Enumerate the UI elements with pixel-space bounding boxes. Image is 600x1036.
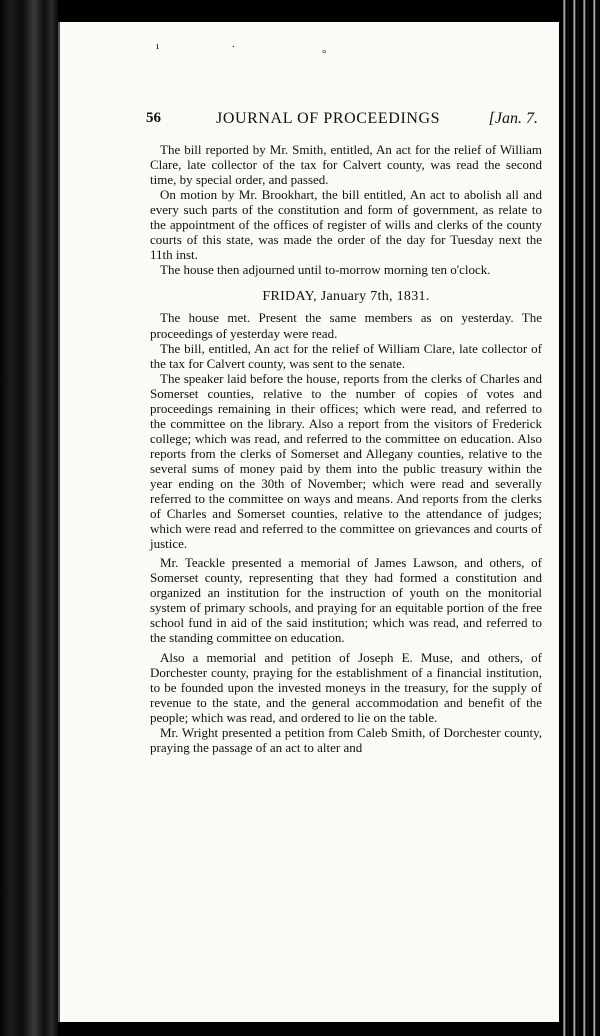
paragraph: The house met. Present the same members as on yesterday. The proceedings of yesterday were read.: [150, 310, 542, 341]
stray-mark: ı: [156, 40, 160, 52]
paragraph: Also a memorial and petition of Joseph E. Muse, and others, of Dorchester county, praying for the establishment of a financial institution, to be founded upon the invested moneys in the treasury, for the supply of revenue to the state, and the general accommodation and benefit of the people; which was read, and ordered to lie on the table.: [150, 649, 542, 725]
paragraph: On motion by Mr. Brookhart, the bill entitled, An act to abolish all and every such parts of the constitution and form of government, as relate to the appointment of the offices of register of wills and clerks of the county courts of this state, was made the order of the day for Tuesday next the 11th inst.: [150, 187, 542, 263]
journal-text: [150, 142, 542, 755]
paragraph: Mr. Teackle presented a memorial of James Lawson, and others, of Somerset county, representing that they had formed a constitution and organized an institution for the instruction of youth on the monitorial system of primary schools, and praying for an equitable portion of the free school fund in aid of the said institution; which was read, and referred to the standing committee on education.: [150, 555, 542, 646]
page-number: 56: [146, 110, 161, 126]
paragraph: The speaker laid before the house, reports from the clerks of Charles and Somerset counties, relative to the number of copies of votes and proceedings remaining in their offices; which were read, and referred to the committee on the library. Also a report from the visitors of Frederick college; which was read, and referred to the committee on education. Also reports from the clerks of Somerset and Allegany counties, relative to the several sums of money paid by them into the public treasury within the year ending on the 30th of November; which were read and severally referred to the committee on ways and means. And reports from the clerks of Charles and Somerset counties, relative to the attendance of judges; which were read and referred to the committee on grievances and courts of justice.: [150, 370, 542, 552]
day-heading: FRIDAY, January 7th, 1831.: [262, 289, 430, 305]
paragraph: The bill, entitled, An act for the relief of William Clare, late collector of the tax for Calvert county, was sent to the senate.: [150, 340, 542, 371]
paragraph: Mr. Wright presented a petition from Caleb Smith, of Dorchester county, praying the passage of an act to alter and: [150, 724, 542, 755]
date-reference: [Jan. 7.: [488, 110, 538, 127]
stray-mark: .: [232, 38, 235, 50]
book-page-edges-right: [559, 0, 600, 1036]
paragraph: The bill reported by Mr. Smith, entitled, An act for the relief of William Clare, late collector of the tax for Calvert county, was read the second time, by special order, and passed.: [150, 142, 542, 188]
page-header: [146, 110, 538, 134]
running-head: JOURNAL OF PROCEEDINGS: [216, 110, 441, 127]
book-gutter-left: [0, 0, 58, 1036]
paragraph: The house then adjourned until to-morrow morning ten o'clock.: [160, 262, 491, 278]
stray-mark: °: [322, 48, 327, 60]
